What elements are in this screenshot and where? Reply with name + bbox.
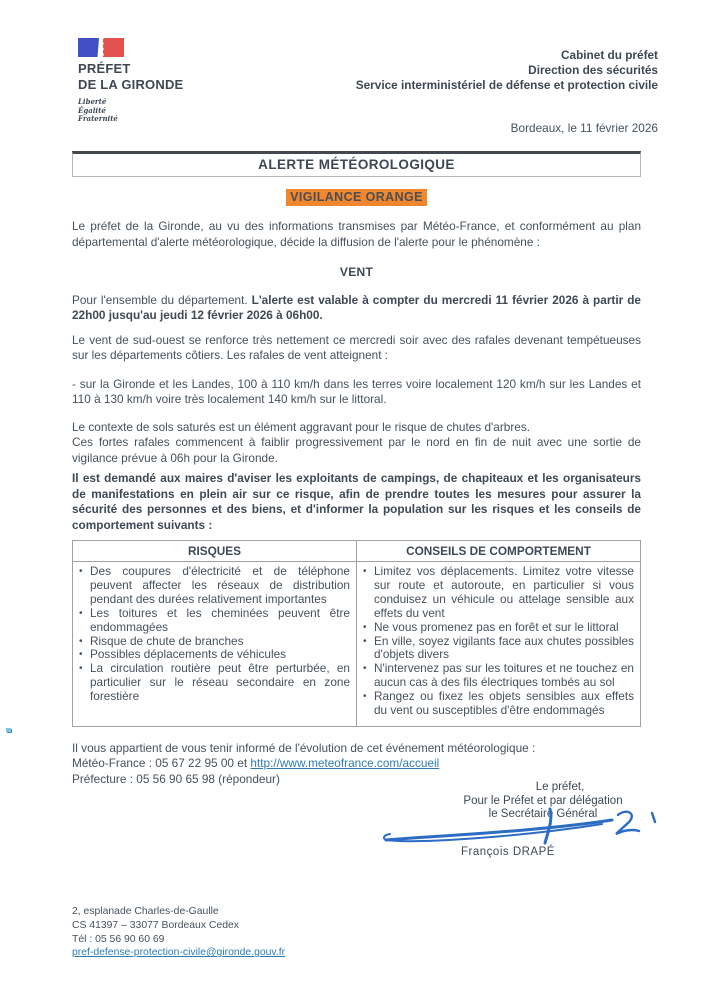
risk-item-text: La circulation routière peut être perturbée, en particulier sur le réseau secondaire en zone forestière	[90, 661, 350, 704]
footer-email-link[interactable]: pref-defense-protection-civile@gironde.gouv.fr	[72, 947, 286, 959]
advice-item-text: En ville, soyez vigilants face aux chutes possibles d'objets divers	[374, 633, 634, 662]
meteofrance-link[interactable]: http://www.meteofrance.com/accueil	[250, 756, 440, 771]
vigilance-badge: VIGILANCE ORANGE	[286, 189, 427, 206]
issuing-service	[356, 48, 658, 93]
validity-lead: Pour l'ensemble du département.	[72, 292, 252, 307]
motto-egalite: Égalité	[78, 105, 106, 115]
table-header-row	[73, 541, 641, 562]
mayors-instruction-paragraph: Il est demandé aux maires d'aviser les exploitants de campings, de chapiteaux et les organisateurs de manifestations en plein air sur ce risque, afin de prendre toutes les mesures pour assurer la sécurité des personnes et des biens, et d'informer la population sur les risques et les conseils de comportement suivants :	[72, 471, 641, 532]
bullet-marker: •	[363, 691, 367, 703]
scan-speck	[6, 728, 11, 732]
table-header-risks: RISQUES	[73, 541, 357, 562]
footer-phone: Tél : 05 56 90 60 69	[72, 933, 165, 945]
validity-paragraph	[72, 293, 641, 324]
footer-address-line1: 2, esplanade Charles-de-Gaulle	[72, 906, 219, 918]
risk-item	[77, 607, 350, 635]
bullet-marker: •	[79, 607, 83, 619]
meteo-france-line	[72, 756, 641, 772]
signature-block	[408, 781, 678, 859]
vigilance-row	[72, 188, 641, 206]
document-body	[72, 151, 641, 787]
advice-item	[361, 662, 634, 690]
bullet-marker: •	[363, 566, 367, 577]
meteo-france-phone: Météo-France : 05 67 22 95 00 et	[72, 756, 251, 771]
bullet-marker: •	[79, 663, 83, 675]
header-right	[356, 38, 658, 135]
bullet-marker: •	[79, 635, 83, 647]
service-line: Cabinet du préfet	[560, 48, 658, 62]
advice-item-text: N'intervenez pas sur les toitures et ne touchez en aucun cas à des fils électriques tombés au sol	[374, 661, 634, 690]
risk-item-text: Des coupures d'électricité et de téléphone peuvent affecter les réseaux de distribution pendant des durées relativement importantes	[90, 564, 350, 606]
prefecture-phone-line: Préfecture : 05 56 90 65 98 (répondeur)	[72, 771, 280, 786]
bullet-marker: •	[79, 649, 83, 661]
bullet-marker: •	[363, 635, 367, 647]
signatory-name: François DRAPÉ	[461, 845, 555, 858]
risk-item-text: Possibles déplacements de véhicules	[90, 647, 287, 662]
bullet-marker: •	[363, 621, 367, 633]
table-header-advice: CONSEILS DE COMPORTEMENT	[357, 541, 641, 562]
context-paragraph	[72, 420, 641, 467]
signature-title-line3: le Secrétaire Général	[488, 808, 598, 821]
service-line: Service interministériel de défense et protection civile	[355, 78, 658, 92]
risk-item	[77, 565, 350, 607]
bullet-marker: •	[79, 566, 83, 577]
wind-description-paragraph: Le vent de sud-ouest se renforce très nettement ce mercredi soir avec des rafales devenant tempétueuses sur les départements côtiers. Les rafales de vent atteignent :	[72, 332, 641, 362]
bullet-marker: •	[363, 663, 367, 675]
phenomenon-label: VENT	[339, 265, 374, 279]
advice-item	[361, 565, 634, 621]
motto-fraternite: Fraternité	[78, 114, 118, 124]
risk-item	[77, 662, 350, 704]
advice-list	[361, 565, 634, 718]
footer-address-block	[72, 905, 708, 959]
prefecture-name-line2: DE LA GIRONDE	[78, 76, 184, 92]
footer-address-line2: CS 41397 – 33077 Bordeaux Cedex	[72, 920, 239, 932]
risks-advice-table	[72, 540, 641, 727]
signature-title-line2: Pour le Préfet et par délégation	[463, 794, 623, 807]
risk-item-text: Risque de chute de branches	[90, 633, 244, 648]
prefecture-name	[78, 61, 248, 92]
advice-item	[361, 690, 634, 718]
info-line: Il vous appartient de vous tenir informé de l'évolution de cet événement météorologique :	[72, 740, 536, 755]
risks-cell	[73, 562, 357, 727]
letterhead	[0, 0, 708, 135]
motto-liberte: Liberté	[78, 97, 107, 106]
prefecture-logo	[78, 38, 248, 135]
republic-motto	[78, 98, 248, 124]
context-line1: Le contexte de sols saturés est un élément aggravant pour le risque de chutes d'arbres.	[72, 419, 531, 434]
risks-list	[77, 565, 350, 704]
service-line: Direction des sécurités	[528, 63, 658, 77]
advice-cell	[357, 562, 641, 727]
dateline: Bordeaux, le 11 février 2026	[510, 121, 658, 135]
prefecture-name-line1: PRÉFET	[78, 61, 131, 76]
advice-item	[361, 621, 634, 635]
signature-title-line1: Le préfet,	[535, 781, 585, 794]
intro-paragraph: Le préfet de la Gironde, au vu des informations transmises par Météo-France, et conformément au plan départemental d'alerte météorologique, décide la diffusion de l'alerte pour le phénomène :	[72, 219, 641, 249]
advice-item-text: Rangez ou fixez les objets sensibles aux effets du vent ou susceptibles d'être endommagés	[374, 689, 634, 718]
risk-item-text: Les toitures et les cheminées peuvent être endommagées	[90, 605, 350, 634]
advice-item	[361, 635, 634, 663]
advice-item-text: Ne vous promenez pas en forêt et sur le littoral	[374, 619, 619, 634]
french-flag-icon	[78, 38, 126, 57]
table-body-row	[73, 562, 641, 727]
context-line2: Ces fortes rafales commencent à faiblir progressivement par le nord en fin de nuit avec une sortie de vigilance prévue à 06h pour la Gironde.	[72, 435, 641, 465]
alert-title: ALERTE MÉTÉOROLOGIQUE	[72, 151, 641, 177]
advice-item-text: Limitez vos déplacements. Limitez votre vitesse sur route et autoroute, en particulier si vous conduisez un véhicule ou attelage sensible aux effets du vent	[374, 564, 634, 620]
gust-values-paragraph: - sur la Gironde et les Landes, 100 à 110 km/h dans les terres voire localement 120 km/h sur les Landes et 110 à 130 km/h voire très localement 140 km/h sur le littoral.	[72, 376, 641, 406]
validity-period: L'alerte est valable à compter du mercredi 11 février 2026 à partir de 22h00 jusqu'au jeudi 12 février 2026 à 06h00.	[72, 292, 641, 322]
risk-item	[77, 635, 350, 649]
risk-item	[77, 648, 350, 662]
